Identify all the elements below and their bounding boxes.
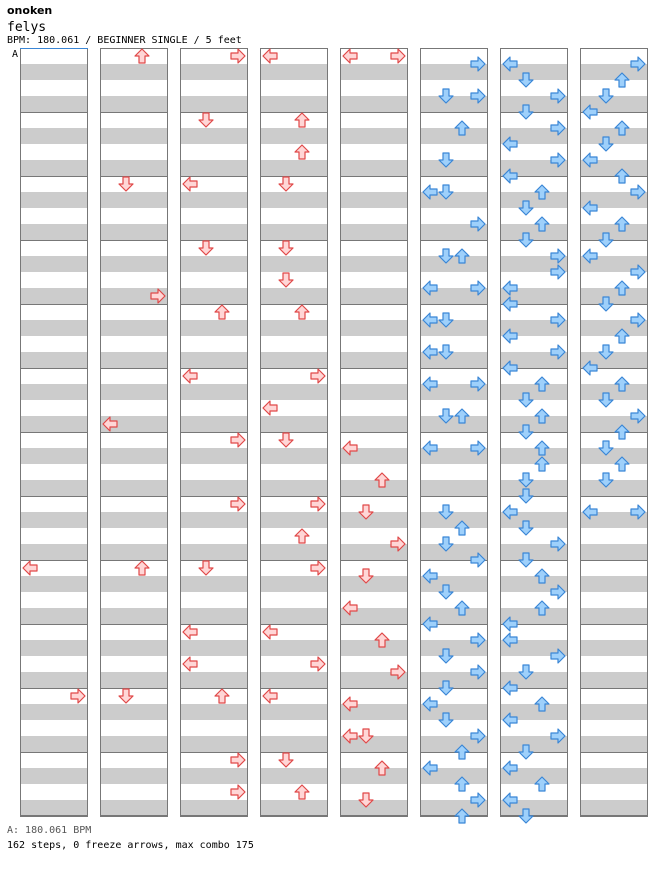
bpm-marker-label: A [12, 49, 19, 60]
chart-info: BPM: 180.061 / BEGINNER SINGLE / 5 feet [7, 35, 242, 46]
song-title: felys [7, 20, 47, 35]
bpm-legend: A: 180.061 BPM [7, 825, 92, 836]
artist-name: onoken [7, 4, 53, 17]
chart-column [180, 48, 248, 817]
chart-stats: 162 steps, 0 freeze arrows, max combo 175 [7, 840, 254, 851]
chart-column [100, 48, 168, 817]
